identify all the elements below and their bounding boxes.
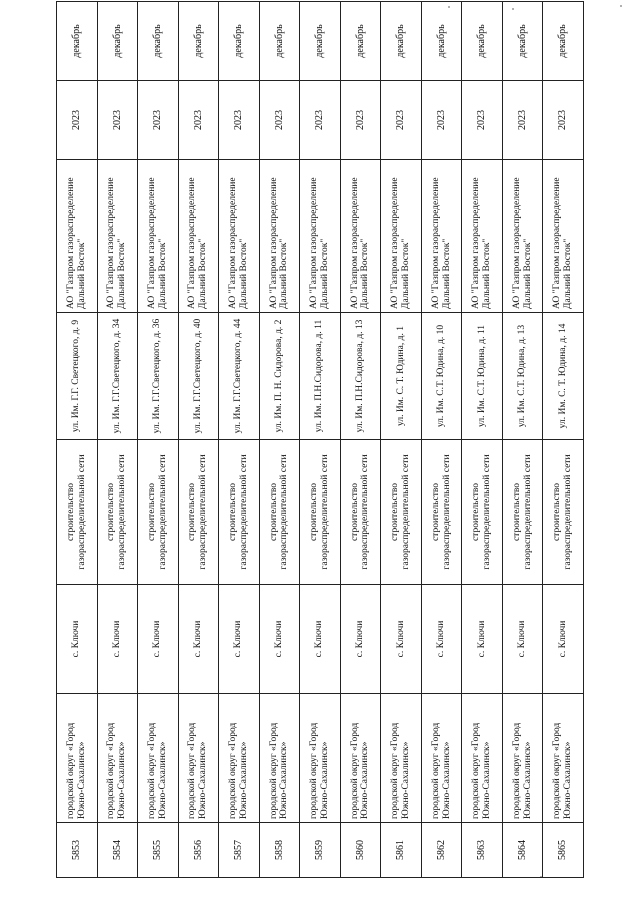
address-cell: ул. Им. С.Т. Юдина, д. 13	[502, 313, 543, 440]
year-cell: 2023	[138, 81, 179, 160]
locality-cell: с. Ключи	[178, 585, 219, 694]
address-cell: ул. Им. Г.Г.Светецкого, д. 36	[138, 313, 179, 440]
municipality-cell: городской округ «Город Южно-Сахалинск»	[97, 694, 138, 823]
row-number-cell: 5862	[421, 823, 462, 878]
table-row	[259, 2, 300, 878]
executor-cell: АО "Газпром газораспределение Дальний Восток"	[178, 160, 219, 313]
executor-cell: АО "Газпром газораспределение Дальний Восток"	[340, 160, 381, 313]
locality-cell: с. Ключи	[381, 585, 422, 694]
year-cell: 2023	[462, 81, 503, 160]
month-cell: декабрь	[97, 2, 138, 81]
month-cell: декабрь	[57, 2, 98, 81]
year-cell: 2023	[381, 81, 422, 160]
row-number-cell: 5857	[219, 823, 260, 878]
address-cell: ул. Им. С.Т. Юдина, д. 11	[462, 313, 503, 440]
municipality-cell: городской округ «Город Южно-Сахалинск»	[340, 694, 381, 823]
executor-cell: АО "Газпром газораспределение Дальний Восток"	[57, 160, 98, 313]
address-cell: ул. Им. С. Т. Юдина, д. 1	[381, 313, 422, 440]
address-cell: ул. Им. Г.Г.Светецкого, д. 44	[219, 313, 260, 440]
work-type-cell: строительство газораспределительной сети	[381, 440, 422, 585]
work-type-cell: строительство газораспределительной сети	[219, 440, 260, 585]
work-type-cell: строительство газораспределительной сети	[340, 440, 381, 585]
table-row	[381, 2, 422, 878]
row-number-cell: 5860	[340, 823, 381, 878]
address-cell: ул. Им. Г.Г.Светецкого, д. 34	[97, 313, 138, 440]
municipality-cell: городской округ «Город Южно-Сахалинск»	[421, 694, 462, 823]
executor-cell: АО "Газпром газораспределение Дальний Восток"	[97, 160, 138, 313]
year-cell: 2023	[219, 81, 260, 160]
table-row	[421, 2, 462, 878]
municipality-cell: городской округ «Город Южно-Сахалинск»	[178, 694, 219, 823]
locality-cell: с. Ключи	[97, 585, 138, 694]
row-number-cell: 5855	[138, 823, 179, 878]
work-type-cell: строительство газораспределительной сети	[57, 440, 98, 585]
row-number-cell: 5858	[259, 823, 300, 878]
address-cell: ул. Им. П.Н.Сидорова, д. 13	[340, 313, 381, 440]
locality-cell: с. Ключи	[57, 585, 98, 694]
executor-cell: АО "Газпром газораспределение Дальний Восток"	[502, 160, 543, 313]
row-number-cell: 5856	[178, 823, 219, 878]
table-row	[138, 2, 179, 878]
address-cell: ул. Им. П. Н. Сидорова, д. 2	[259, 313, 300, 440]
work-type-cell: строительство газораспределительной сети	[502, 440, 543, 585]
scan-speck	[620, 5, 622, 7]
year-cell: 2023	[57, 81, 98, 160]
locality-cell: с. Ключи	[543, 585, 584, 694]
month-cell: декабрь	[259, 2, 300, 81]
executor-cell: АО "Газпром газораспределение Дальний Восток"	[219, 160, 260, 313]
locality-cell: с. Ключи	[259, 585, 300, 694]
table-row	[462, 2, 503, 878]
locality-cell: с. Ключи	[300, 585, 341, 694]
executor-cell: АО "Газпром газораспределение Дальний Восток"	[300, 160, 341, 313]
year-cell: 2023	[178, 81, 219, 160]
year-cell: 2023	[340, 81, 381, 160]
locality-cell: с. Ключи	[138, 585, 179, 694]
municipality-cell: городской округ «Город Южно-Сахалинск»	[300, 694, 341, 823]
executor-cell: АО "Газпром газораспределение Дальний Восток"	[421, 160, 462, 313]
table-row	[178, 2, 219, 878]
executor-cell: АО "Газпром газораспределение Дальний Восток"	[381, 160, 422, 313]
row-number-cell: 5863	[462, 823, 503, 878]
table-row	[300, 2, 341, 878]
address-cell: ул. Им. Г.Г. Светецкого, д. 9	[57, 313, 98, 440]
locality-cell: с. Ключи	[340, 585, 381, 694]
year-cell: 2023	[421, 81, 462, 160]
month-cell: декабрь	[178, 2, 219, 81]
year-cell: 2023	[259, 81, 300, 160]
month-cell: декабрь	[340, 2, 381, 81]
municipality-cell: городской округ «Город Южно-Сахалинск»	[138, 694, 179, 823]
month-cell: декабрь	[543, 2, 584, 81]
row-number-cell: 5854	[97, 823, 138, 878]
locality-cell: с. Ключи	[421, 585, 462, 694]
executor-cell: АО "Газпром газораспределение Дальний Восток"	[462, 160, 503, 313]
work-type-cell: строительство газораспределительной сети	[300, 440, 341, 585]
executor-cell: АО "Газпром газораспределение Дальний Восток"	[259, 160, 300, 313]
municipality-cell: городской округ «Город Южно-Сахалинск»	[502, 694, 543, 823]
work-type-cell: строительство газораспределительной сети	[259, 440, 300, 585]
month-cell: декабрь	[381, 2, 422, 81]
table-row	[97, 2, 138, 878]
row-number-cell: 5864	[502, 823, 543, 878]
work-type-cell: строительство газораспределительной сети	[421, 440, 462, 585]
row-number-cell: 5865	[543, 823, 584, 878]
locality-cell: с. Ключи	[219, 585, 260, 694]
executor-cell: АО "Газпром газораспределение Дальний Восток"	[138, 160, 179, 313]
row-number-cell: 5859	[300, 823, 341, 878]
row-number-cell: 5861	[381, 823, 422, 878]
work-type-cell: строительство газораспределительной сети	[462, 440, 503, 585]
address-cell: ул. Им. П.Н.Сидорова, д. 11	[300, 313, 341, 440]
year-cell: 2023	[543, 81, 584, 160]
year-cell: 2023	[97, 81, 138, 160]
work-type-cell: строительство газораспределительной сети	[178, 440, 219, 585]
work-type-cell: строительство газораспределительной сети	[138, 440, 179, 585]
gas-network-table-wrapper	[56, 24, 584, 878]
row-number-cell: 5853	[57, 823, 98, 878]
year-cell: 2023	[502, 81, 543, 160]
municipality-cell: городской округ «Город Южно-Сахалинск»	[259, 694, 300, 823]
gas-network-table	[56, 1, 584, 878]
table-row	[543, 2, 584, 878]
municipality-cell: городской округ «Город Южно-Сахалинск»	[462, 694, 503, 823]
municipality-cell: городской округ «Город Южно-Сахалинск»	[219, 694, 260, 823]
month-cell: декабрь	[502, 2, 543, 81]
municipality-cell: городской округ «Город Южно-Сахалинск»	[57, 694, 98, 823]
month-cell: декабрь	[138, 2, 179, 81]
year-cell: 2023	[300, 81, 341, 160]
table-row	[502, 2, 543, 878]
locality-cell: с. Ключи	[502, 585, 543, 694]
month-cell: декабрь	[219, 2, 260, 81]
table-row	[219, 2, 260, 878]
table-row	[57, 2, 98, 878]
table-body	[57, 2, 584, 878]
month-cell: декабрь	[421, 2, 462, 81]
address-cell: ул. Им. С. Т. Юдина, д. 14	[543, 313, 584, 440]
locality-cell: с. Ключи	[462, 585, 503, 694]
address-cell: ул. Им. Г.Г.Светецкого, д. 40	[178, 313, 219, 440]
municipality-cell: городской округ «Город Южно-Сахалинск»	[543, 694, 584, 823]
executor-cell: АО "Газпром газораспределение Дальний Восток"	[543, 160, 584, 313]
month-cell: декабрь	[462, 2, 503, 81]
work-type-cell: строительство газораспределительной сети	[97, 440, 138, 585]
month-cell: декабрь	[300, 2, 341, 81]
municipality-cell: городской округ «Город Южно-Сахалинск»	[381, 694, 422, 823]
table-row	[340, 2, 381, 878]
address-cell: ул. Им. С.Т. Юдина, д. 10	[421, 313, 462, 440]
work-type-cell: строительство газораспределительной сети	[543, 440, 584, 585]
